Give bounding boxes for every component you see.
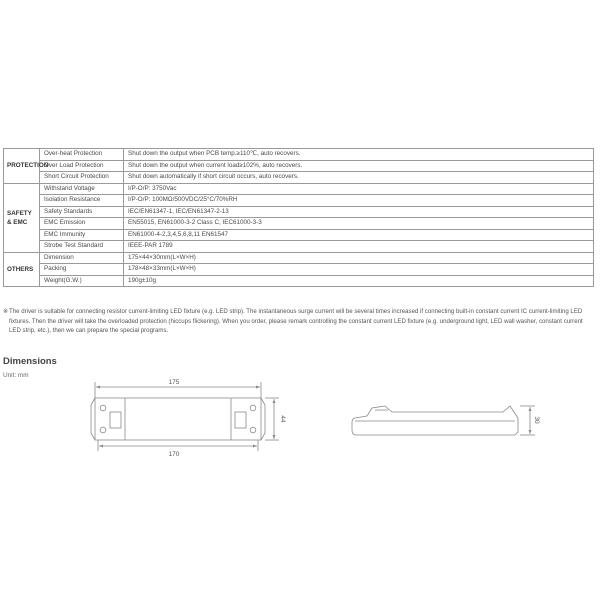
spec-value: IEEE-PAR 1789 xyxy=(124,241,594,253)
spec-value: IEC/EN61347-1, IEC/EN61347-2-13 xyxy=(124,206,594,218)
dimensions-title: Dimensions xyxy=(3,356,57,367)
hole-spacing-label: 170 xyxy=(168,451,180,458)
spec-item: Short Circuit Protection xyxy=(40,172,124,184)
width-label: 44 xyxy=(279,415,286,423)
spec-item: Dimension xyxy=(40,252,124,264)
group-others: OTHERS xyxy=(4,252,40,287)
spec-item: Safety Standards xyxy=(40,206,124,218)
spec-item: Packing xyxy=(40,264,124,276)
length-label: 175 xyxy=(168,379,180,386)
top-view-drawing xyxy=(91,382,279,451)
note-mark: ※ xyxy=(3,308,9,315)
side-view-drawing xyxy=(352,406,535,435)
spec-item: Weight(G.W.) xyxy=(40,275,124,287)
spec-value: I/P-O/P: 100MΩ/500VDC/25°C/70%RH xyxy=(124,195,594,207)
spec-value: I/P-O/P: 3750Vac xyxy=(124,183,594,195)
spec-item: Withstand Voltage xyxy=(40,183,124,195)
spec-item: Over Load Protection xyxy=(40,160,124,172)
group-safety-emc: SAFETY & EMC xyxy=(4,183,40,252)
spec-value: Shut down the output when PCB temp.≥110℃, auto recovers. xyxy=(124,149,594,161)
spec-item: Isolation Resistance xyxy=(40,195,124,207)
spec-value: 178×48×33mm(L×W×H) xyxy=(124,264,594,276)
spec-value: Shut down automatically if short circuit occurs, auto recovers. xyxy=(124,172,594,184)
note-text: The driver is suitable for connecting resistor current-limiting LED fixture (e.g. LED strip). The instantaneous surge current will be several times increased if connecting built-in constant current IC current-limiting LED fixtures. Then the driver will take the overloaded protection (hiccups flickering). When you order, please remark controlling the constant current LED fixture (e.g. underground light, LED wall washer, constant current LED strip, etc.), then we can prepare the special programs. xyxy=(9,308,583,334)
spec-item: Strobe Test Standard xyxy=(40,241,124,253)
spec-value: 175×44×30mm(L×W×H) xyxy=(124,252,594,264)
height-label: 30 xyxy=(533,416,540,424)
spec-item: EMC Emission xyxy=(40,218,124,230)
group-protection: PROTECTION xyxy=(4,149,40,184)
spec-value: 190g±10g xyxy=(124,275,594,287)
unit-label: Unit: mm xyxy=(3,372,29,379)
spec-value: EN55015, EN61000-3-2 Class C, IEC61000-3-3 xyxy=(124,218,594,230)
spec-item: Over-heat Protection xyxy=(40,149,124,161)
spec-item: EMC Immunity xyxy=(40,229,124,241)
spec-value: Shut down the output when current load≥102%, auto recovers. xyxy=(124,160,594,172)
spec-value: EN61000-4-2,3,4,5,6,8,11 EN61547 xyxy=(124,229,594,241)
